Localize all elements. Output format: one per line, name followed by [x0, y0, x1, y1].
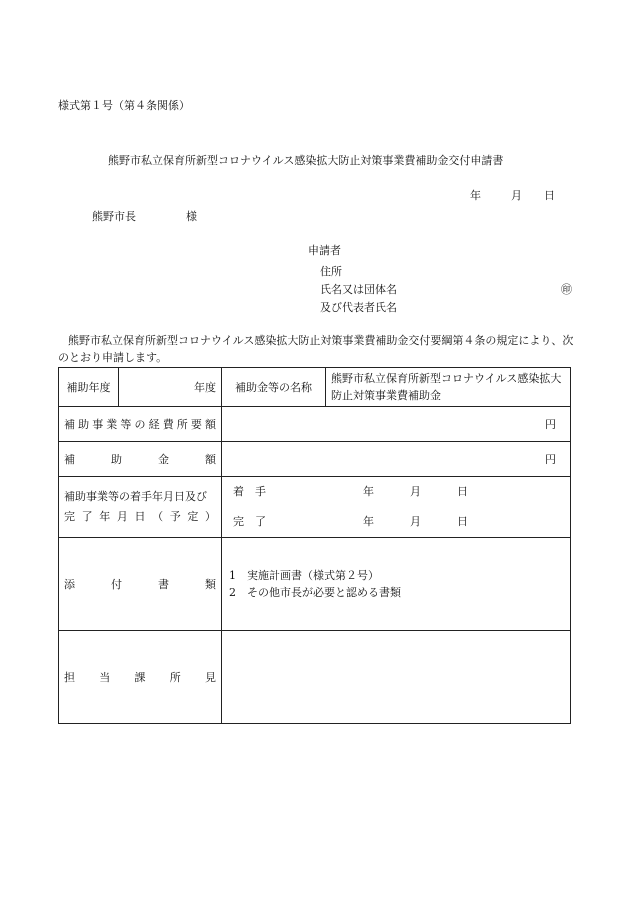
required-cost-field[interactable]: 円 — [222, 407, 571, 442]
applicant-address-label: 住所 — [320, 265, 342, 278]
applicant-representative-label: 及び代表者氏名 — [320, 301, 397, 314]
table-row — [59, 442, 571, 477]
application-date — [470, 187, 555, 203]
start-date-line — [227, 477, 565, 507]
start-month: 月 — [410, 485, 421, 498]
applicant-name-label: 氏名又は団体名 — [320, 283, 397, 296]
date-day: 日 — [544, 189, 555, 202]
addressee-name: 熊野市長 — [92, 210, 136, 223]
table-row — [59, 538, 571, 631]
list-item: 2 その他市長が必要と認める書類 — [229, 586, 401, 599]
form-number: 様式第１号（第４条関係） — [58, 99, 190, 112]
section-opinion-label: 担当課所見 — [59, 631, 222, 724]
date-month: 月 — [511, 189, 522, 202]
list-item: 1 実施計画書（様式第２号） — [229, 569, 379, 582]
addressee-honorific: 様 — [186, 210, 197, 223]
application-statement: 熊野市私立保育所新型コロナウイルス感染拡大防止対策事業費補助金交付要綱第４条の規定により、次のとおり申請します。 — [58, 334, 574, 364]
start-year: 年 — [363, 485, 374, 498]
period-field[interactable] — [222, 477, 571, 538]
applicant-label: 申請者 — [308, 244, 341, 257]
end-label: 完 了 — [233, 515, 266, 528]
date-year: 年 — [470, 189, 481, 202]
required-cost-label: 補助事業等の経費所要額 — [59, 407, 222, 442]
subsidy-amount-label: 補助金額 — [59, 442, 222, 477]
subsidy-name-label: 補助金等の名称 — [222, 368, 326, 407]
form-title: 熊野市私立保育所新型コロナウイルス感染拡大防止対策事業費補助金交付申請書 — [108, 154, 504, 167]
end-day: 日 — [457, 515, 468, 528]
end-date-line — [227, 507, 565, 537]
seal-mark: ㊞ — [561, 283, 572, 296]
table-row — [59, 368, 571, 407]
period-label-line1: 補助事業等の着手年月日及び — [64, 490, 207, 503]
addressee — [92, 208, 197, 224]
table-row — [59, 631, 571, 724]
table-row — [59, 477, 571, 538]
attachments-list — [222, 538, 571, 631]
end-year: 年 — [363, 515, 374, 528]
period-label-line2: 完了年月日（予定） — [64, 510, 216, 523]
start-label: 着 手 — [233, 485, 266, 498]
application-table — [58, 367, 571, 724]
attachments-label: 添付書類 — [59, 538, 222, 631]
end-month: 月 — [410, 515, 421, 528]
subsidy-amount-field[interactable]: 円 — [222, 442, 571, 477]
fiscal-year-label: 補助年度 — [59, 368, 119, 407]
start-day: 日 — [457, 485, 468, 498]
section-opinion-field[interactable] — [222, 631, 571, 724]
table-row — [59, 407, 571, 442]
fiscal-year-field[interactable]: 年度 — [119, 368, 222, 407]
period-label — [59, 477, 222, 538]
subsidy-name-value: 熊野市私立保育所新型コロナウイルス感染拡大防止対策事業費補助金 — [326, 368, 571, 407]
